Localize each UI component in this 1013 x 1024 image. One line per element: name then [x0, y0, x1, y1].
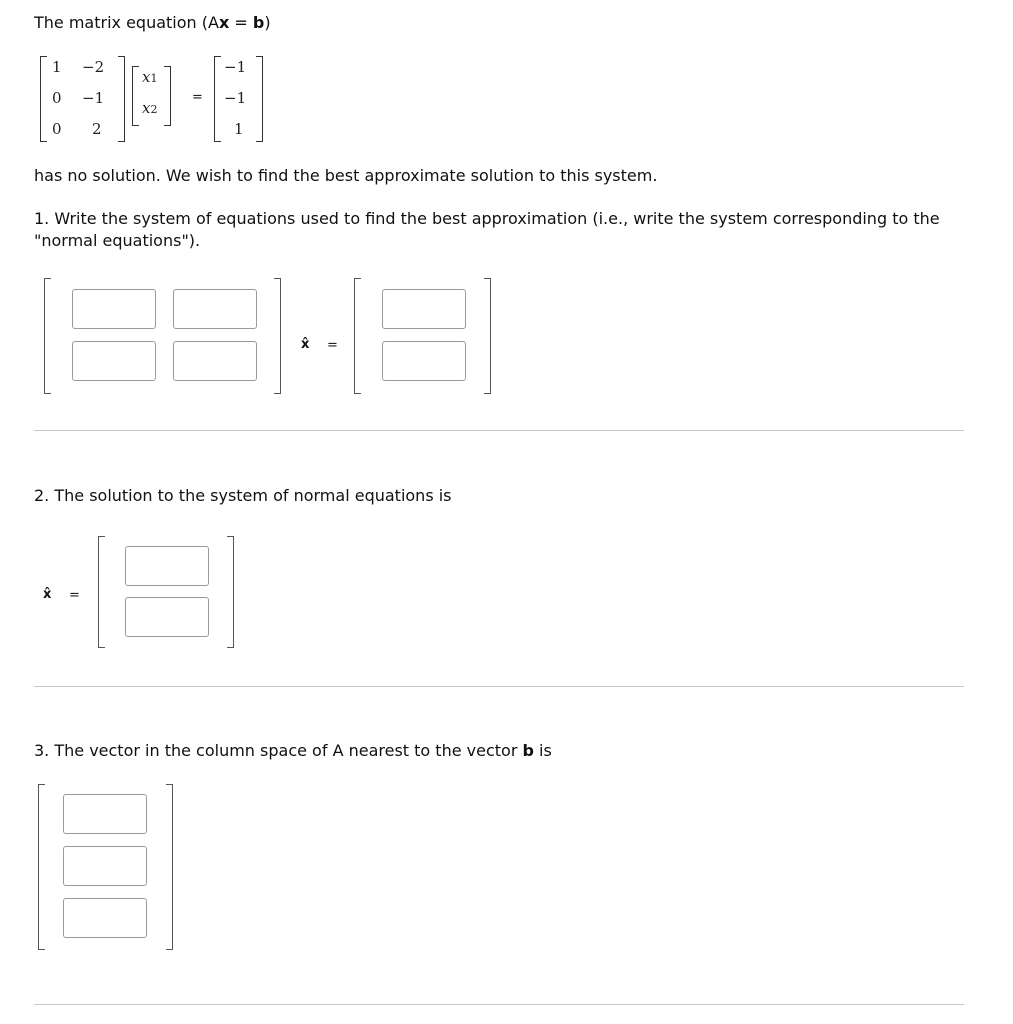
- vector-b-right-bracket: [256, 56, 263, 142]
- q3-vector-left-bracket: [38, 784, 45, 950]
- matrix-a-cell: −1: [82, 89, 105, 107]
- section-divider: [34, 686, 964, 687]
- vector-x-var: x: [142, 68, 151, 86]
- q1-vector-left-bracket: [354, 278, 361, 394]
- vector-b-entry: −1: [224, 89, 247, 107]
- q1-rhs-input-r1[interactable]: [382, 289, 466, 329]
- q2-solution-input-r2[interactable]: [125, 597, 209, 637]
- intro-equals: =: [229, 13, 253, 32]
- intro-prefix: The matrix equation (A: [34, 13, 219, 32]
- q1-matrix-input-r2c2[interactable]: [173, 341, 257, 381]
- q2-solution-input-r1[interactable]: [125, 546, 209, 586]
- q2-solution: [34, 536, 254, 650]
- intro-suffix: ): [264, 13, 271, 32]
- matrix-a-cell: 1: [52, 58, 62, 76]
- q3-vector-input-r1[interactable]: [63, 794, 147, 834]
- vector-x-sub: 1: [150, 72, 158, 85]
- q1-matrix-input-r2c1[interactable]: [72, 341, 156, 381]
- q1-xhat: x̂: [301, 337, 310, 352]
- intro-x-bold: x: [218, 13, 230, 32]
- matrix-a-cell: 2: [92, 120, 102, 138]
- matrix-a-right-bracket: [118, 56, 125, 142]
- q2-text: 2. The solution to the system of normal equations is: [34, 486, 452, 505]
- equals-sign: =: [192, 90, 203, 105]
- vector-x-sub: 2: [150, 103, 158, 116]
- q3-nearest-vector: [34, 784, 184, 952]
- intro-b-bold: b: [252, 13, 265, 32]
- section-divider: [34, 430, 964, 431]
- q1-vector-right-bracket: [484, 278, 491, 394]
- matrix-a-cell: −2: [82, 58, 105, 76]
- vector-b-entry: 1: [234, 120, 244, 138]
- statement-text: has no solution. We wish to find the best approximate solution to this system.: [34, 166, 658, 185]
- q3-text: [34, 741, 552, 761]
- q3-prefix: 3. The vector in the column space of A nearest to the vector: [34, 741, 523, 760]
- q1-matrix-input-r1c2[interactable]: [173, 289, 257, 329]
- q1-text: 1. Write the system of equations used to find the best approximation (i.e., write the system corresponding to the "normal equations").: [34, 209, 940, 250]
- q3-suffix: is: [533, 741, 552, 760]
- q2-vector-right-bracket: [227, 536, 234, 648]
- matrix-equation: [34, 54, 274, 144]
- section-divider: [34, 1004, 964, 1005]
- q3-vector-right-bracket: [166, 784, 173, 950]
- q2-equals-sign: =: [69, 588, 80, 603]
- q1-normal-equations: [34, 276, 504, 396]
- intro-text: [34, 13, 271, 33]
- q1-matrix-right-bracket: [274, 278, 281, 394]
- q2-vector-left-bracket: [98, 536, 105, 648]
- vector-x-entry: [142, 68, 157, 86]
- vector-b-left-bracket: [214, 56, 221, 142]
- q3-vector-input-r3[interactable]: [63, 898, 147, 938]
- vector-x-entry: [142, 99, 157, 117]
- q2-xhat: x̂: [43, 587, 52, 602]
- vector-x-left-bracket: [132, 66, 139, 126]
- q1-rhs-input-r2[interactable]: [382, 341, 466, 381]
- matrix-a-cell: 0: [52, 89, 62, 107]
- q3-b-bold: b: [522, 741, 534, 760]
- vector-x-var: x: [142, 99, 151, 117]
- q3-vector-input-r2[interactable]: [63, 846, 147, 886]
- vector-b-entry: −1: [224, 58, 247, 76]
- q1-equals-sign: =: [327, 338, 338, 353]
- vector-x-right-bracket: [164, 66, 171, 126]
- q1-matrix-input-r1c1[interactable]: [72, 289, 156, 329]
- matrix-a-left-bracket: [40, 56, 47, 142]
- matrix-a-cell: 0: [52, 120, 62, 138]
- q1-matrix-left-bracket: [44, 278, 51, 394]
